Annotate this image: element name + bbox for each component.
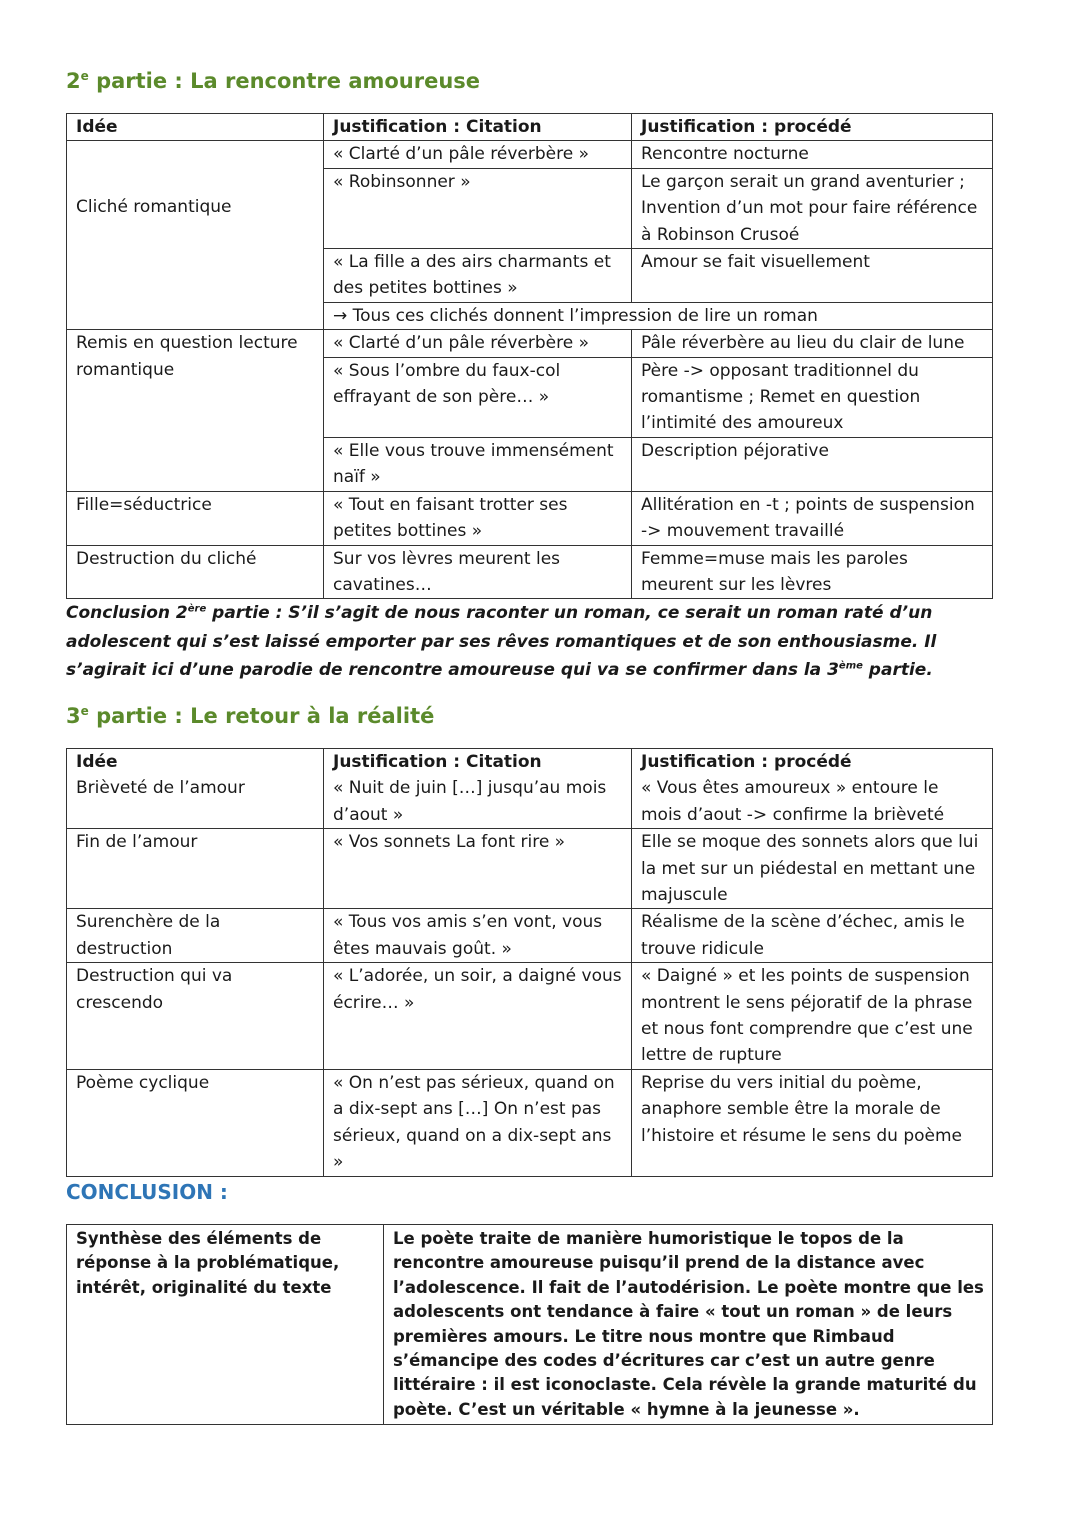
table-row [67,545,993,599]
synthesis-label-cell: Synthèse des éléments de réponse à la problématique, intérêt, originalité du texte [67,1225,384,1425]
header-procede: Justification : procédé [632,114,993,141]
procede-cell: « Daigné » et les points de suspension montrent le sens péjoratif de la phrase et nous font comprendre que c’est une lettre de rupture [632,963,993,1070]
conclusion-table [66,1224,993,1425]
idea-cell: Fin de l’amour [67,829,324,909]
summary-cell: → Tous ces clichés donnent l’impression de lire un roman [324,302,993,329]
part3-table [66,748,993,1177]
table-row [67,829,993,909]
idea-cell: Cliché romantique [67,141,324,330]
table-row [67,1069,993,1176]
procede-cell: « Vous êtes amoureux » entoure le mois d’aout -> confirme la brièveté [632,775,993,828]
procede-cell: Pâle réverbère au lieu du clair de lune [632,330,993,357]
procede-cell: Père -> opposant traditionnel du romantisme ; Remet en question l’intimité des amoureux [632,357,993,437]
procede-cell: Le garçon serait un grand aventurier ; Invention d’un mot pour faire référence à Robinson Crusoé [632,168,993,248]
procede-cell: Elle se moque des sonnets alors que lui la met sur un piédestal en mettant une majuscule [632,829,993,909]
quote-cell: « Clarté d’un pâle réverbère » [324,141,632,168]
quote-cell: Sur vos lèvres meurent les cavatines… [324,545,632,599]
quote-cell: « On n’est pas sérieux, quand on a dix-sept ans […] On n’est pas sérieux, quand on a dix-sept ans » [324,1069,632,1176]
quote-cell: « Sous l’ombre du faux-col effrayant de son père… » [324,357,632,437]
procede-cell: Amour se fait visuellement [632,249,993,303]
conclusion-heading: CONCLUSION : [66,1180,228,1204]
procede-cell: Reprise du vers initial du poème, anaphore semble être la morale de l’histoire et résume le sens du poème [632,1069,993,1176]
idea-cell: Fille=séductrice [67,491,324,545]
table-header-row [67,114,993,141]
table-row [67,1225,993,1425]
header-idee: Idée [67,114,324,141]
quote-cell: « Tout en faisant trotter ses petites bottines » [324,491,632,545]
idea-cell: Surenchère de la destruction [67,909,324,963]
idea-cell: Destruction du cliché [67,545,324,599]
quote-cell: « Robinsonner » [324,168,632,248]
table-row [67,963,993,1070]
part3-title: 3e partie : Le retour à la réalité [66,704,435,728]
header-procede: Justification : procédé [632,749,993,776]
header-citation: Justification : Citation [324,114,632,141]
procede-cell: Femme=muse mais les paroles meurent sur les lèvres [632,545,993,599]
part2-title: 2e partie : La rencontre amoureuse [66,69,481,93]
procede-cell: Description péjorative [632,437,993,491]
table-row [67,491,993,545]
procede-cell: Allitération en -t ; points de suspension -> mouvement travaillé [632,491,993,545]
quote-cell: « La fille a des airs charmants et des petites bottines » [324,249,632,303]
header-citation: Justification : Citation [324,749,632,776]
quote-cell: « Tous vos amis s’en vont, vous êtes mauvais goût. » [324,909,632,963]
idea-cell: Destruction qui va crescendo [67,963,324,1070]
idea-cell: Poème cyclique [67,1069,324,1176]
idea-cell: Brièveté de l’amour [67,775,324,828]
header-idee: Idée [67,749,324,776]
synthesis-text-cell: Le poète traite de manière humoristique le topos de la rencontre amoureuse puisqu’il prend de la distance avec l’adolescence. Il fait de l’autodérision. Le poète montre que les adolescents ont tendance à faire « tout un roman » de leurs premières amours. Le titre nous montre que Rimbaud s’émancipe des codes d’écritures car c’est un autre genre littéraire : il est iconoclaste. Cela révèle la grande maturité du poète. C’est un véritable « hymne à la jeunesse ». [384,1225,993,1425]
idea-cell: Remis en question lecture romantique [67,330,324,491]
procede-cell: Réalisme de la scène d’échec, amis le trouve ridicule [632,909,993,963]
quote-cell: « Nuit de juin […] jusqu’au mois d’aout » [324,775,632,828]
procede-cell: Rencontre nocturne [632,141,993,168]
table-row [67,330,993,357]
quote-cell: « Elle vous trouve immensément naïf » [324,437,632,491]
quote-cell: « L’adorée, un soir, a daigné vous écrire… » [324,963,632,1070]
part2-conclusion: Conclusion 2ère partie : S’il s’agit de nous raconter un roman, ce serait un roman raté d’un adolescent qui s’est laissé emporter par ses rêves romantiques et de son enthousiasme. Il s’agirait ici d’une parodie de rencontre amoureuse qui va se confirmer dans la 3ème partie. [66,603,937,680]
quote-cell: « Vos sonnets La font rire » [324,829,632,909]
table-header-row [67,749,993,776]
table-row [67,909,993,963]
table-row [67,141,993,168]
quote-cell: « Clarté d’un pâle réverbère » [324,330,632,357]
part2-table [66,113,993,599]
table-row [67,775,993,828]
